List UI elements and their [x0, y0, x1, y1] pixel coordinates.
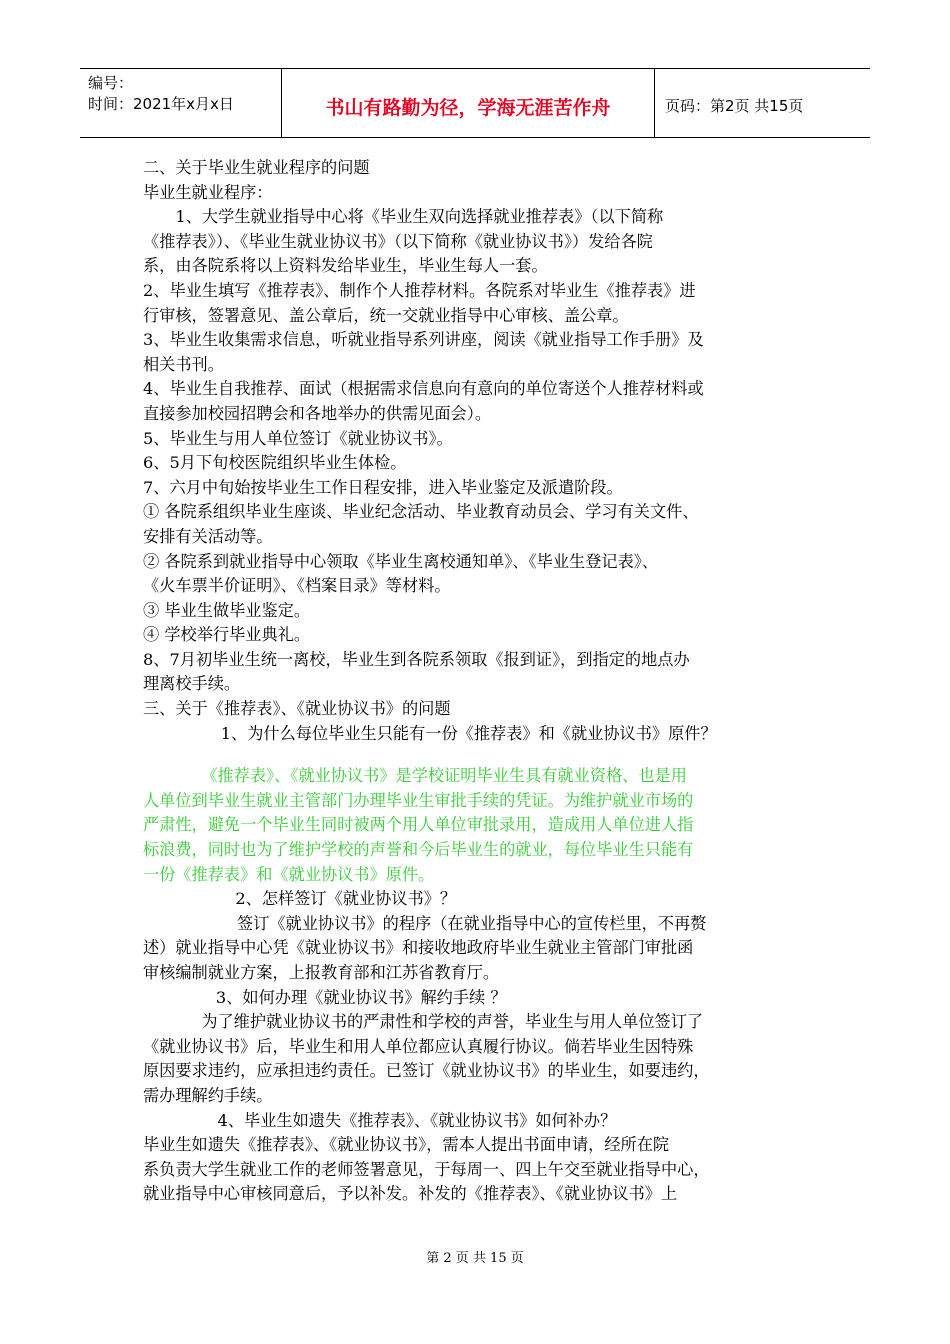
paragraph-line: 毕业生就业程序： — [143, 182, 273, 202]
paragraph-line: 审核编制就业方案，上报教育部和江苏省教育厅。 — [143, 963, 500, 982]
paragraph-line: 就业指导中心审核同意后，予以补发。补发的《推荐表》、《就业协议书》上 — [143, 1184, 678, 1204]
paragraph-line: 1、大学生就业指导中心将《毕业生双向选择就业推荐表》（以下简称 — [175, 207, 664, 227]
paragraph-line: 述）就业指导中心凭《就业协议书》和接收地政府毕业生就业主管部门审批函 — [143, 938, 694, 958]
paragraph-line: 6、5月下旬校医院组织毕业生体检。 — [143, 453, 407, 473]
paragraph-line: 8、7月初毕业生统一离校，毕业生到各院系领取《报到证》，到指定的地点办 — [143, 649, 690, 669]
paragraph-line: ② 各院系到就业指导中心领取《毕业生离校通知单》、《毕业生登记表》、 — [143, 551, 659, 571]
paragraph-line: 《火车票半价证明》、《档案目录》等材料。 — [143, 576, 451, 596]
paragraph-line: 《就业协议书》后，毕业生和用人单位都应认真履行协议。倘若毕业生因特殊 — [143, 1036, 694, 1056]
paragraph-line: 5、毕业生与用人单位签订《就业协议书》。 — [143, 428, 453, 448]
paragraph-line: 1、为什么每位毕业生只能有一份《推荐表》和《就业协议书》原件？ — [220, 723, 717, 743]
header-page-number: 页码：第2页 共15页 — [665, 96, 804, 115]
header-info-cell — [80, 69, 282, 137]
paragraph-line: ③ 毕业生做毕业鉴定。 — [143, 600, 311, 620]
page-header — [80, 68, 870, 138]
paragraph-line: ④ 学校举行毕业典礼。 — [143, 625, 311, 645]
paragraph-line: 签订《就业协议书》的程序（在就业指导中心的宣传栏里，不再赘 — [236, 913, 707, 933]
paragraph-line: 《推荐表》）、《毕业生就业协议书》（以下简称《就业协议书》）发给各院 — [143, 231, 653, 251]
paragraph-line: 系负责大学生就业工作的老师签署意见，于每周一、四上午交至就业指导中心， — [143, 1159, 710, 1179]
page-footer: 第 2 页 共 15 页 — [426, 1251, 524, 1266]
document-body — [143, 156, 809, 1207]
paragraph-line: 相关书刊。 — [143, 354, 224, 374]
paragraph-line: 二、关于毕业生就业程序的问题 — [143, 158, 370, 177]
paragraph-line: 人单位到毕业生就业主管部门办理毕业生审批手续的凭证。为维护就业市场的 — [143, 790, 694, 810]
paragraph-line: 直接参加校园招聘会和各地举办的供需见面会）。 — [143, 403, 492, 423]
paragraph-line: 需办理解约手续。 — [143, 1085, 273, 1105]
paragraph-line: 4、毕业生自我推荐、面试（根据需求信息向有意向的单位寄送个人推荐材料或 — [143, 379, 704, 399]
paragraph-line: 标浪费，同时也为了维护学校的声誉和今后毕业生的就业，每位毕业生只能有 — [143, 840, 694, 860]
paragraph-line: 严肃性，避免一个毕业生同时被两个用人单位审批录用，造成用人单位进人指 — [143, 815, 694, 835]
paragraph-line: 2、怎样签订《就业协议书》？ — [235, 889, 457, 909]
paragraph-line: 4、毕业生如遗失《推荐表》、《就业协议书》如何补办？ — [217, 1110, 617, 1130]
paragraph-line: 原因要求违约，应承担违约责任。已签订《就业协议书》的毕业生，如要违约， — [143, 1061, 710, 1081]
paragraph-line: 为了维护就业协议书的严肃性和学校的声誉，毕业生与用人单位签订了 — [201, 1012, 704, 1032]
paragraph-line: 7、六月中旬始按毕业生工作日程安排，进入毕业鉴定及派遣阶段。 — [143, 477, 623, 497]
paragraph-line: 理离校手续。 — [143, 674, 241, 694]
paragraph-line: 《推荐表》、《就业协议书》是学校证明毕业生具有就业资格、也是用 — [201, 766, 687, 786]
document-date-label: 时间：2021年x月x日 — [88, 95, 234, 113]
paragraph-line: 一份《推荐表》和《就业协议书》原件。 — [143, 864, 435, 884]
paragraph-line: 系，由各院系将以上资料发给毕业生，毕业生每人一套。 — [143, 256, 548, 276]
header-motto: 书山有路勤为径，学海无涯苦作舟 — [282, 69, 655, 137]
paragraph-line: 2、毕业生填写《推荐表》、制作个人推荐材料。各院系对毕业生《推荐表》进 — [143, 280, 696, 300]
paragraph-line: 三、关于《推荐表》、《就业协议书》的问题 — [143, 699, 451, 719]
paragraph-line: 行审核，签署意见、盖公章后，统一交就业指导中心审核、盖公章。 — [143, 305, 629, 325]
document-number-label: 编号： — [88, 74, 134, 92]
paragraph-line: ① 各院系组织毕业生座谈、毕业纪念活动、毕业教育动员会、学习有关文件、 — [143, 502, 699, 522]
paragraph-line: 毕业生如遗失《推荐表》、《就业协议书》，需本人提出书面申请，经所在院 — [143, 1135, 670, 1155]
paragraph-line: 3、如何办理《就业协议书》解约手续 ？ — [215, 987, 507, 1007]
paragraph-line: 3、毕业生收集需求信息，听就业指导系列讲座，阅读《就业指导工作手册》及 — [143, 330, 704, 350]
paragraph-line: 安排有关活动等。 — [143, 526, 273, 546]
